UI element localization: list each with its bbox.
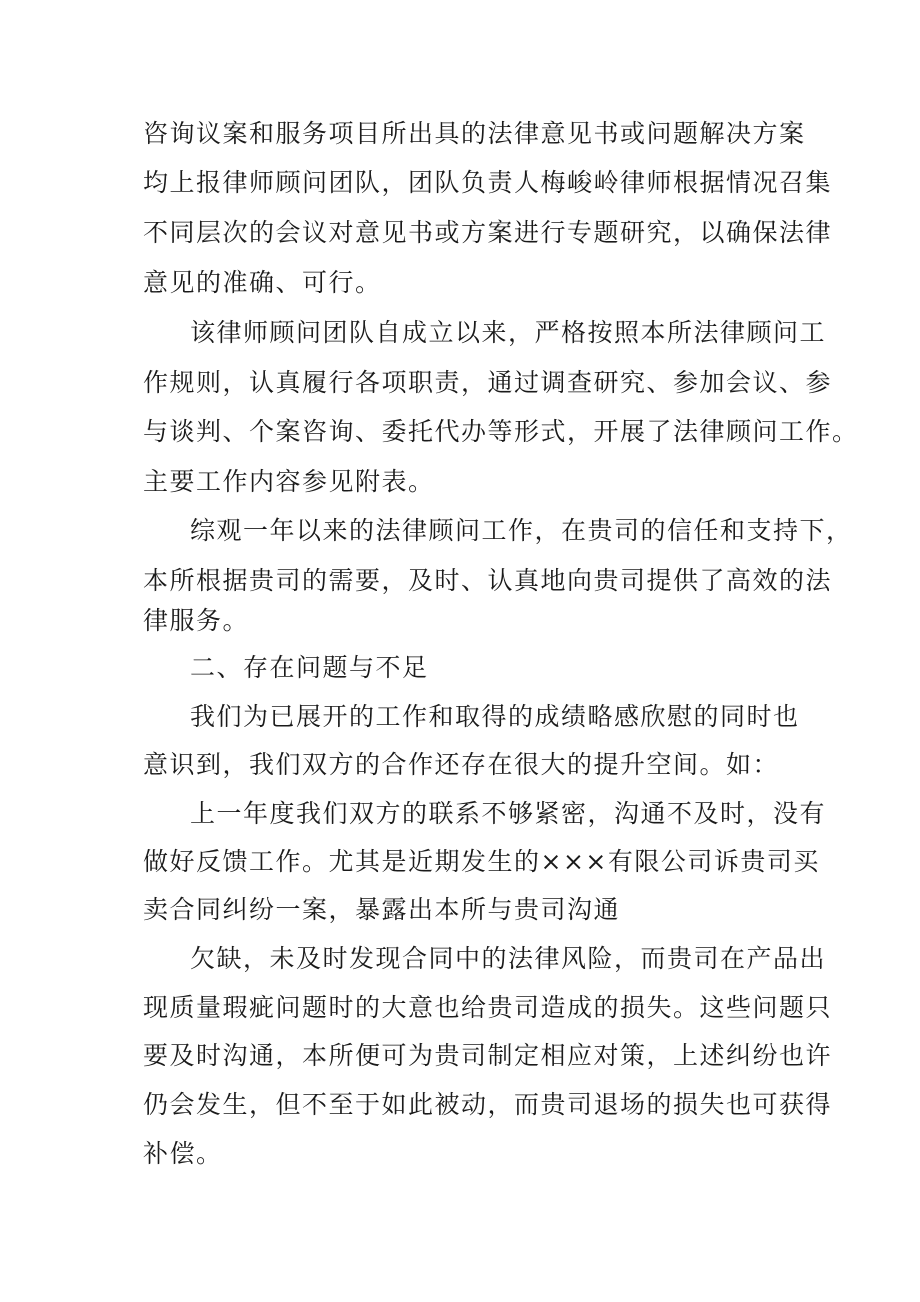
paragraph-1-line-3: 不同层次的会议对意见书或方案进行专题研究，以确保法律 (143, 218, 833, 247)
paragraph-1-line-4: 意见的准确、可行。 (143, 268, 382, 297)
paragraph-6-line-2: 现质量瑕疵问题时的大意也给贵司造成的损失。这些问题只 (143, 993, 833, 1022)
paragraph-6-line-5: 补偿。 (143, 1139, 223, 1168)
paragraph-3-line-1: 综观一年以来的法律顾问工作，在贵司的信任和支持下， (190, 516, 853, 545)
paragraph-5-line-3: 卖合同纠纷一案，暴露出本所与贵司沟通 (143, 895, 621, 924)
paragraph-2-line-4: 主要工作内容参见附表。 (143, 467, 435, 496)
paragraph-5-line-2: 做好反馈工作。尤其是近期发生的×××有限公司诉贵司买 (143, 847, 820, 876)
paragraph-3-line-2: 本所根据贵司的需要，及时、认真地向贵司提供了高效的法 (143, 566, 833, 595)
paragraph-3-line-3: 律服务。 (143, 606, 250, 635)
paragraph-2-line-2: 作规则，认真履行各项职责，通过调查研究、参加会议、参 (143, 368, 833, 397)
paragraph-6-line-3: 要及时沟通，本所便可为贵司制定相应对策，上述纠纷也许 (143, 1041, 833, 1070)
section-heading: 二、存在问题与不足 (190, 653, 429, 682)
paragraph-6-line-1: 欠缺，未及时发现合同中的法律风险，而贵司在产品出 (190, 944, 827, 973)
paragraph-4-line-2: 意识到，我们双方的合作还存在很大的提升空间。如： (143, 750, 780, 779)
paragraph-5-line-1: 上一年度我们双方的联系不够紧密，沟通不及时，没有 (190, 799, 827, 828)
paragraph-1-line-2: 均上报律师顾问团队，团队负责人梅峻岭律师根据情况召集 (143, 168, 833, 197)
paragraph-1-line-1: 咨询议案和服务项目所出具的法律意见书或问题解决方案 (143, 119, 806, 148)
paragraph-2-line-1: 该律师顾问团队自成立以来，严格按照本所法律顾问工 (190, 318, 827, 347)
paragraph-4-line-1: 我们为已展开的工作和取得的成绩略感欣慰的同时也 (190, 702, 800, 731)
paragraph-6-line-4: 仍会发生，但不至于如此被动，而贵司退场的损失也可获得 (143, 1090, 833, 1119)
paragraph-2-line-3: 与谈判、个案咨询、委托代办等形式，开展了法律顾问工作。 (143, 417, 859, 446)
